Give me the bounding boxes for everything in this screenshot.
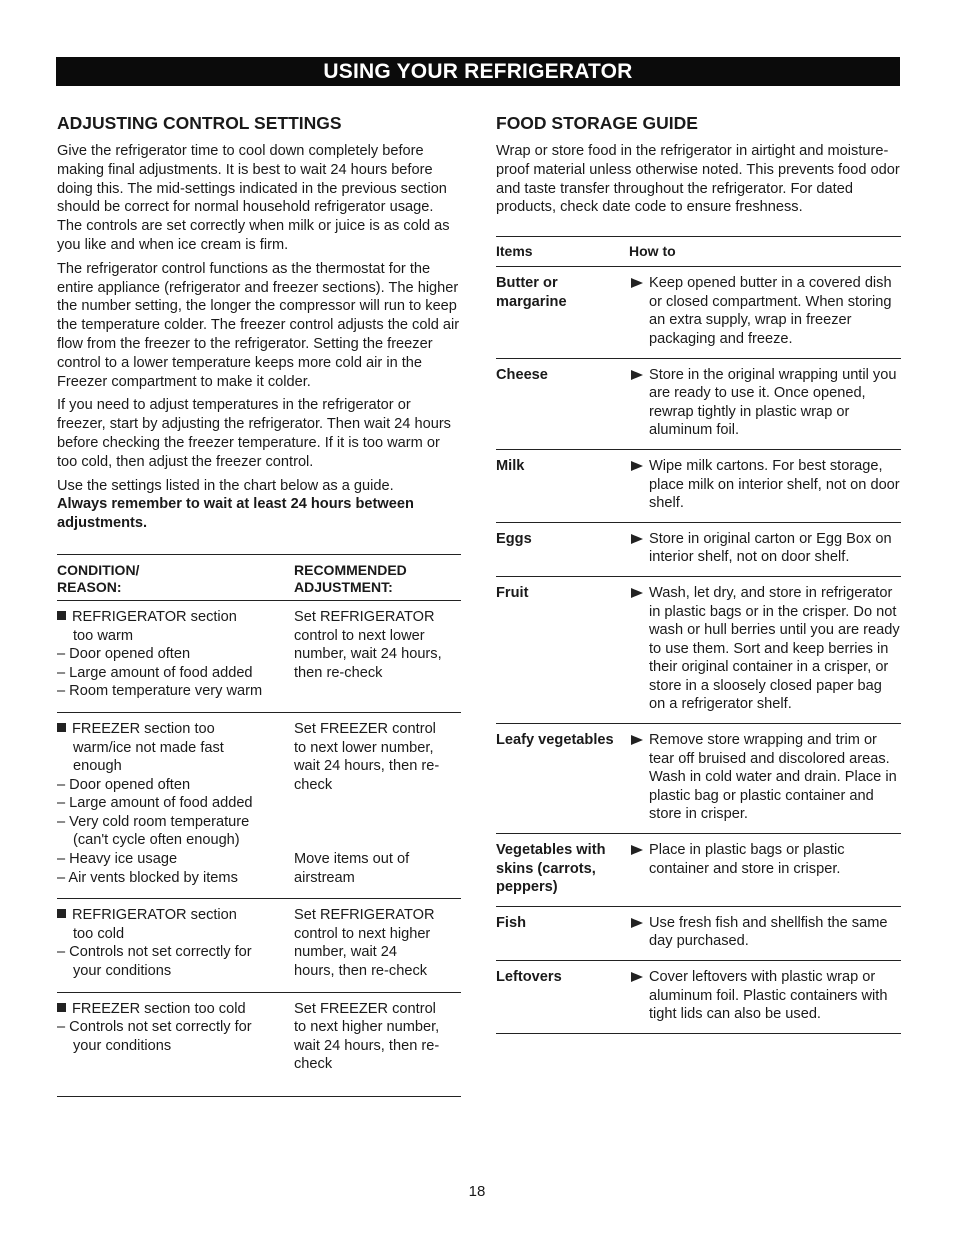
how-to-text: Wash, let dry, and store in refrigerator in plastic bags or in the crisper. Do not wash or hull berries until you are ready to use them. Sort and keep berries in their original container in a crisper, or store in a sloosely closed paper bag on a refrigerator shelf.: [649, 584, 900, 713]
adjustment-text: Move items out of: [294, 851, 410, 868]
page-number: 18: [468, 1183, 486, 1200]
food-item: margarine: [496, 293, 567, 310]
condition-text: too warm: [73, 627, 134, 644]
how-to-text: Remove store wrapping and trim or tear off bruised and discolored areas. Wash in cold water and drain. Place in plastic bag or plastic container and store in crisper.: [649, 732, 897, 823]
reason-text: your conditions: [73, 1037, 172, 1054]
triangle-bullet-icon: [631, 735, 643, 745]
adjustment-text: Set REFRIGERATOR: [294, 608, 435, 625]
triangle-bullet-icon: [631, 918, 643, 928]
reason-text: – Controls not set correctly for: [57, 1019, 252, 1036]
adjustment-text: control to next higher: [294, 925, 431, 942]
table-row: [496, 834, 901, 907]
adjustment-text: wait 24 hours, then re-: [294, 1037, 440, 1054]
food-item: Cheese: [496, 366, 548, 383]
table-row: [496, 907, 901, 961]
header-recommended: RECOMMENDED: [294, 561, 407, 578]
food-item: skins (carrots,: [496, 860, 596, 877]
header-items: Items: [496, 243, 533, 260]
condition-text: enough: [73, 758, 122, 775]
triangle-bullet-icon: [631, 588, 643, 598]
condition-text: warm/ice not made fast: [73, 739, 224, 756]
food-item: Fruit: [496, 584, 529, 601]
table-row: [496, 359, 901, 450]
table-row: [496, 961, 901, 1034]
how-to-text: Place in plastic bags or plastic container and store in crisper.: [649, 842, 845, 877]
condition-text: REFRIGERATOR section: [72, 608, 237, 625]
condition-text: too cold: [73, 925, 125, 942]
paragraph: If you need to adjust temperatures in the refrigerator or freezer, start by adjusting the refrigerator. Then wait 24 hours before checking the freezer temperature. If it is too warm or too cold, then adjust the freezer control.: [57, 397, 451, 470]
how-to-text: Use fresh fish and shellfish the same day purchased.: [649, 914, 888, 950]
square-bullet-icon: [57, 909, 66, 918]
table-row: [496, 267, 901, 358]
reason-text: – Very cold room temperature: [57, 813, 250, 830]
adjustment-text: wait 24 hours, then re-: [294, 758, 440, 775]
food-item: Fish: [496, 914, 526, 931]
adjusting-controls-title: ADJUSTING CONTROL SETTINGS: [57, 113, 342, 133]
table-row: [496, 450, 901, 523]
how-to-text: Cover leftovers with plastic wrap or aluminum foil. Plastic containers with tight lids can also be used.: [649, 969, 888, 1023]
adjustment-text: then re-check: [294, 664, 383, 681]
condition-text: FREEZER section too: [72, 720, 215, 737]
reason-text: – Heavy ice usage: [57, 851, 178, 868]
triangle-bullet-icon: [631, 534, 643, 544]
food-item: Leftovers: [496, 969, 562, 985]
condition-table: [57, 554, 461, 1097]
adjustment-text: check: [294, 1056, 333, 1073]
paragraph: Use the settings listed in the chart below as a guide.: [57, 477, 394, 494]
table-row: [57, 899, 461, 992]
header-condition: CONDITION/: [57, 561, 140, 578]
adjustment-text: airstream: [294, 869, 355, 886]
triangle-bullet-icon: [631, 845, 643, 855]
square-bullet-icon: [57, 1003, 66, 1012]
adjustment-text: to next higher number,: [294, 1019, 440, 1036]
reason-text: – Controls not set correctly for: [57, 944, 252, 961]
how-to-text: Keep opened butter in a covered dish or closed compartment. When storing an extra supply, wrap in freezer packaging and freeze.: [649, 275, 892, 347]
condition-table-header: [57, 555, 461, 601]
header-how-to: How to: [629, 243, 676, 260]
reason-text: – Air vents blocked by items: [57, 869, 238, 886]
food-storage-title: FOOD STORAGE GUIDE: [496, 113, 698, 133]
reason-text: – Large amount of food added: [57, 795, 253, 812]
adjustment-text: control to next lower: [294, 627, 425, 644]
table-row: [57, 713, 461, 899]
how-to-text: Store in the original wrapping until you are ready to use it. Once opened, rewrap tightly in plastic wrap or aluminum foil.: [649, 366, 897, 439]
food-item: Vegetables with: [496, 842, 606, 859]
paragraph: Give the refrigerator time to cool down completely before making final adjustments. It is best to wait 24 hours before doing this. The mid-settings indicated in the previous section should be correct for normal household refrigerator usage. The controls are set correctly when milk or juice is as cold as you like and when ice cream is firm.: [57, 143, 450, 253]
adjustment-text: to next lower number,: [294, 739, 434, 756]
triangle-bullet-icon: [631, 370, 643, 380]
reason-text: – Room temperature very warm: [57, 683, 263, 700]
table-row: [496, 577, 901, 724]
adjustment-text: Set REFRIGERATOR: [294, 907, 435, 924]
adjustment-text: number, wait 24 hours,: [294, 646, 442, 663]
reason-text: – Door opened often: [57, 776, 191, 793]
adjusting-controls-column: [57, 112, 461, 1097]
food-storage-column: [496, 112, 901, 1034]
reason-text: – Door opened often: [57, 646, 191, 663]
reason-text: (can't cycle often enough): [73, 832, 240, 849]
adjustment-text: Set FREEZER control: [294, 720, 436, 737]
table-row: [496, 523, 901, 577]
food-item: Eggs: [496, 530, 532, 547]
table-row: [57, 601, 461, 713]
food-storage-table-header: [496, 237, 901, 267]
condition-text: REFRIGERATOR section: [72, 907, 237, 924]
square-bullet-icon: [57, 723, 66, 732]
triangle-bullet-icon: [631, 972, 643, 982]
adjustment-text: check: [294, 776, 333, 793]
paragraph: The refrigerator control functions as the thermostat for the entire appliance (refrigerator and freezer sections). The higher the number setting, the longer the compressor will run to keep the temperature colder. The freezer control adjusts the cold air flow from the freezer to the refrigerator. Setting the freezer control to a lower temperature keeps more cold air in the Freezer compartment to make it colder.: [57, 260, 460, 390]
adjustment-text: hours, then re-check: [294, 963, 428, 980]
condition-text: FREEZER section too cold: [72, 1000, 246, 1017]
food-item: Milk: [496, 457, 525, 474]
table-row: [57, 993, 461, 1097]
bold-note: Always remember to wait at least 24 hours between adjustments.: [57, 496, 414, 532]
adjustment-text: number, wait 24: [294, 944, 398, 961]
section-banner: USING YOUR REFRIGERATOR: [56, 57, 900, 86]
food-item: peppers): [496, 879, 558, 896]
adjustment-text: Set FREEZER control: [294, 1000, 436, 1017]
reason-text: – Large amount of food added: [57, 664, 253, 681]
table-row: [496, 724, 901, 834]
food-storage-table: [496, 236, 901, 1034]
header-reason: REASON:: [57, 578, 122, 595]
how-to-text: Store in original carton or Egg Box on interior shelf, not on door shelf.: [649, 530, 892, 566]
triangle-bullet-icon: [631, 461, 643, 471]
food-item: Butter or: [496, 275, 558, 292]
food-item: Leafy vegetables: [496, 732, 614, 749]
food-storage-intro: Wrap or store food in the refrigerator in airtight and moisture-proof material unless otherwise noted. This prevents food odor and taste transfer throughout the refrigerator. For dated products, check date code to ensure freshness.: [496, 143, 900, 216]
header-adjustment: ADJUSTMENT:: [294, 578, 393, 595]
how-to-text: Wipe milk cartons. For best storage, place milk on interior shelf, not on door shelf.: [649, 457, 900, 512]
reason-text: your conditions: [73, 963, 172, 980]
square-bullet-icon: [57, 611, 66, 620]
triangle-bullet-icon: [631, 278, 643, 288]
